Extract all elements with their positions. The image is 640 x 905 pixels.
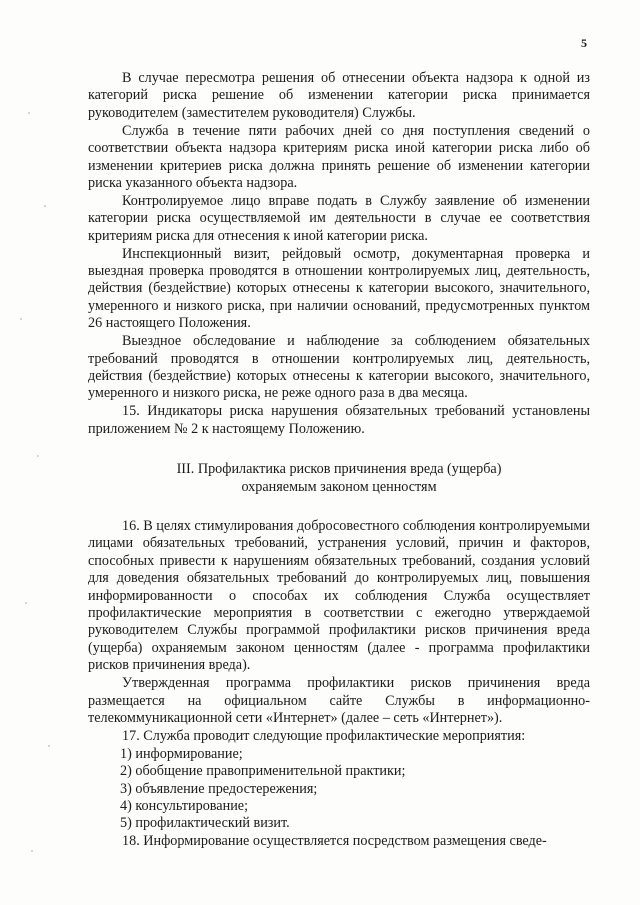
paragraph-risk-review: В случае пересмотра решения об отнесении объекта надзора к одной из категорий риска решение об изменении категории риска принимается руководителем (заместителем руководителя) Службы. [88,70,590,121]
list-item: 3) объявление предостережения; [120,780,318,797]
scan-speck [20,318,22,320]
section-heading-line-2: охраняемым законом ценностям [241,479,437,496]
scan-speck [28,112,30,114]
document-body [88,70,590,851]
paragraph-inspection-visit: Инспекционный визит, рейдовый осмотр, документарная проверка и выездная проверка проводятся в отношении контролируемых лиц, деятельность, действия (бездействие) которых отнесены к категории высокого, значительного, умеренного и низкого риска, при наличии оснований, предусмотренных пунктом 26 настоящего Положения. [88,245,590,332]
scan-speck [44,205,46,207]
scan-speck [25,602,27,604]
page-number: 5 [581,36,587,50]
paragraph-program-publication: Утвержденная программа профилактики рисков причинения вреда размещается на официальном сайте Службы в информационно-телекоммуникационной сети «Интернет» (далее – сеть «Интернет»). [88,675,590,726]
paragraph-risk-indicators: 15. Индикаторы риска нарушения обязательных требований установлены приложением № 2 к настоящему Положению. [88,403,590,437]
paragraph-five-days: Служба в течение пяти рабочих дней со дня поступления сведений о соответствии объекта надзора критериям риска иной категории риска либо об изменении критериев риска должна принять решение об изменении категории риска указанного объекта надзора. [88,122,590,191]
scan-speck [37,455,39,457]
measures-list [88,746,590,833]
list-item: 2) обобщение правоприменительной практики; [120,763,406,780]
section-heading-line-1: III. Профилактика рисков причинения вреда (ущерба) [176,461,502,478]
paragraph-field-survey: Выездное обследование и наблюдение за соблюдением обязательных требований проводятся в отношении контролируемых лиц, деятельность, действия (бездействие) которых отнесены к категории высокого, значительного, умеренного и низкого риска, не реже одного раза в два месяца. [88,333,590,402]
paragraph-controlled-person-request: Контролируемое лицо вправе подать в Службу заявление об изменении категории риска осуществляемой им деятельности в случае ее соответствия критериям риска для отнесения к иной категории риска. [88,192,590,244]
paragraph-informing: 18. Информирование осуществляется посредством размещения сведе- [122,832,547,849]
scan-speck [31,850,33,852]
scan-speck [48,745,50,747]
list-item: 5) профилактический визит. [120,815,290,832]
paragraph-measures-intro: 17. Служба проводит следующие профилактические мероприятия: [122,727,526,744]
section-heading [88,460,590,496]
paragraph-prevention-goals: 16. В целях стимулирования добросовестного соблюдения контролируемыми лицами обязательных требований, устранения условий, причин и факторов, способных привести к нарушениям обязательных требований, создания условий для доведения обязательных требований до контролируемых лиц, повышения информированности о способах их соблюдения Служба осуществляет профилактические мероприятия в соответствии с ежегодно утверждаемой руководителем Службы программой профилактики рисков причинения вреда (ущерба) охраняемым законом ценностям (далее - программа профилактики рисков причинения вреда). [88,518,590,674]
list-item: 4) консультирование; [120,798,249,815]
list-item: 1) информирование; [120,745,243,762]
